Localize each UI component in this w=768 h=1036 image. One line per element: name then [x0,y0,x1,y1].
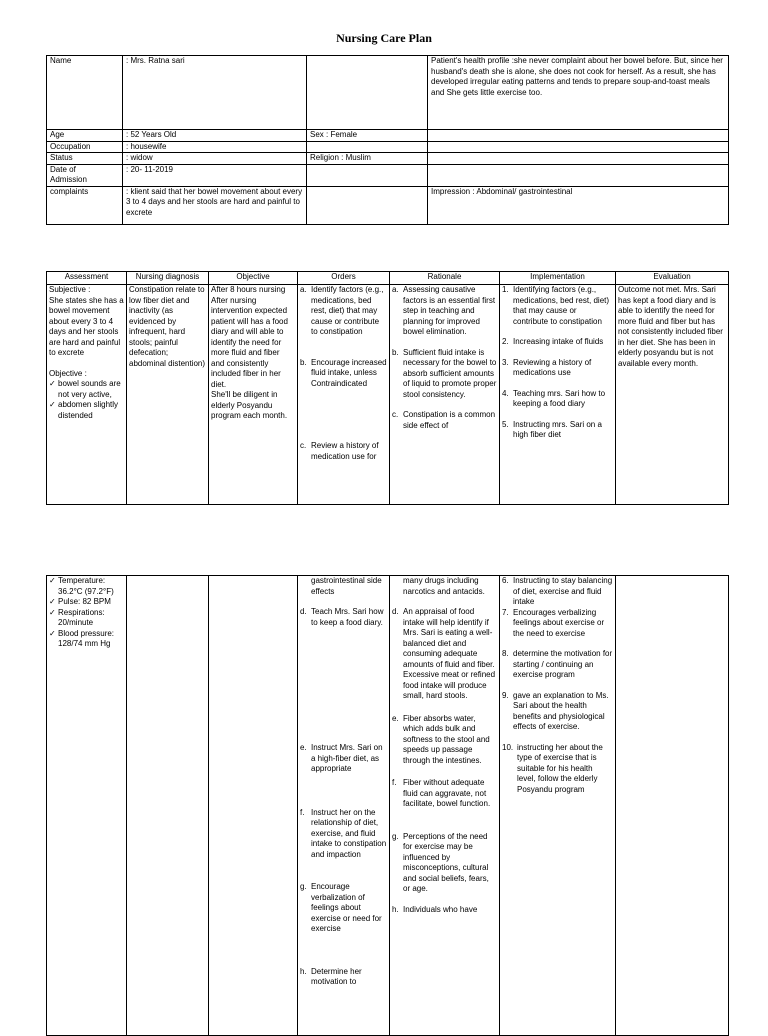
header-assessment: Assessment [47,272,127,285]
subjective-text: She states she has a bowel movement about every 3 to 4 days and her stools are hard and painful to excrete [49,295,124,357]
vital-sign: ✓ Temperature: 36.2°C (97.2°F) [49,576,124,597]
health-profile-label: Patient's health profile : [431,56,514,65]
status-label: Status [47,153,123,165]
name-label: Name [47,56,123,130]
rationale-item: c. Constipation is a common side effect of [392,410,496,430]
vital-sign: ✓ Pulse: 82 BPM [49,597,124,608]
care-plan-table [46,271,729,505]
diagnosis-cell: Constipation relate to low fiber diet and inactivity (as evidenced by infrequent, hard stools; painful defecation; abdominal distention) [127,285,209,505]
empty-cell [307,186,428,224]
patient-profile-table [46,55,729,225]
objective-finding: ✓ abdomen slightly distended [49,400,124,421]
rationale-item: g. Perceptions of the need for exercise may be influenced by misconceptions, cultural and social beliefs, fears, or age. [392,831,489,893]
order-item: h. Determine her motivation to [300,966,362,986]
rationale-item: d. An appraisal of food intake will help identify if Mrs. Sari is eating a well-balanced diet and consuming adequate amounts of fluid and fiber. Excessive meat or refined food intake will produce small, hard stools. [392,607,496,700]
occupation-value: : housewife [123,141,307,153]
health-profile [428,56,729,130]
empty-cell [307,164,428,186]
empty-cell [428,141,729,153]
rationale-item: a. Assessing causative factors is an essential first step in teaching and planning for improved bowel elimination. [392,285,496,336]
empty-cell [428,164,729,186]
complaints-label: complaints [47,186,123,224]
header-objective: Objective [209,272,298,285]
objective-line: After nursing intervention expected patient will has a food diary and will able to identify the need for more fluid and fiber and consistently included fiber in her diet. [211,295,288,389]
implementation-item: 6. Instructing to stay balancing of diet, exercise and fluid intake [502,576,613,606]
age-value: : 52 Years Old [123,130,307,142]
orders-cell-continued [298,576,390,1036]
implementation-item: 10. instructing her about the type of exercise that is suitable for his health level, follow the elderly Posyandu program [502,742,603,794]
evaluation-cell: Outcome not met. Mrs. Sari has kept a food diary and is able to identify the need for more fluid and fiber but has not consistently included fiber in her diet. She has been in elderly posyandu but is not available every month. [616,285,729,505]
sex-value: Sex : Female [307,130,428,142]
vitals-cell [47,576,127,1036]
admission-date-label-line: Admission [50,175,87,184]
subjective-label: Subjective : [49,285,91,294]
implementation-item: 2. Increasing intake of fluids [502,337,604,346]
header-implementation: Implementation [500,272,616,285]
implementation-cell [500,285,616,505]
care-plan-table-continued [46,575,729,1036]
vital-sign: ✓ Respirations: 20/minute [49,608,124,629]
rationale-item: h. Individuals who have [392,904,478,914]
evaluation-cell-continued [616,576,729,1036]
vital-sign: ✓ Blood pressure: 128/74 mm Hg [49,629,124,650]
order-item: gastrointestinal side effects [311,576,382,596]
empty-cell [307,141,428,153]
admission-date-label-line: Date of [50,164,76,174]
rationale-item: e. Fiber absorbs water, which adds bulk and softness to the stool and speeds up passage through the intestines. [392,713,490,765]
header-evaluation: Evaluation [616,272,729,285]
order-item: a. Identify factors (e.g., medications, bed rest, diet) that may cause or contribute to constipation [300,285,384,336]
objective-cell-continued [209,576,298,1036]
rationale-cell-continued [390,576,500,1036]
orders-cell [298,285,390,505]
rationale-item: many drugs including narcotics and antacids. [403,576,485,596]
header-orders: Orders [298,272,390,285]
objective-finding: ✓ bowel sounds are not very active, [49,379,124,400]
rationale-item: f. Fiber without adequate fluid can aggravate, not facilitate, bowel function. [392,778,491,808]
age-label: Age [47,130,123,142]
diagnosis-cell-continued [127,576,209,1036]
header-diagnosis: Nursing diagnosis [127,272,209,285]
impression-value: Impression : Abdominal/ gastrointestinal [428,186,729,224]
implementation-item: 1. Identifying factors (e.g., medications, bed rest, diet) that may cause or contribute to constipation [502,285,610,326]
assessment-cell [47,285,127,505]
religion-value: Religion : Muslim [307,153,428,165]
health-profile-text: she never complaint about her bowel before. But, since her husband's death she is alone, she does not cook for herself. As a result, she has developed irregular eating patterns and tends to prepare soup-and-toast meals and She gets little exercise too. [431,56,723,97]
implementation-item: 4. Teaching mrs. Sari how to keeping a food diary [502,388,606,408]
complaints-value: : klient said that her bowel movement about every 3 to 4 days and her stools are hard and painful to excrete [123,186,307,224]
implementation-item: 3. Reviewing a history of medications use [502,357,592,377]
implementation-item: 5. Instructing mrs. Sari on a high fiber diet [502,419,602,439]
empty-cell [307,56,428,130]
objective-cell [209,285,298,505]
order-item: c. Review a history of medication use for [300,441,379,461]
implementation-item: 9. gave an explanation to Ms. Sari about the health benefits and physiological effects of exercise. [502,690,609,731]
occupation-label: Occupation [47,141,123,153]
order-item: g. Encourage verbalization of feelings about exercise or need for exercise [300,882,382,933]
implementation-item: 8. determine the motivation for starting / continuing an exercise program [502,649,613,679]
implementation-item: 7. Encourages verbalizing feelings about exercise or the need to exercise [502,607,605,638]
rationale-cell [390,285,500,505]
admission-date-value: : 20- 11-2019 [123,164,307,186]
name-value: : Mrs. Ratna sari [123,56,307,130]
objective-line: After 8 hours nursing [211,285,286,294]
header-rationale: Rationale [390,272,500,285]
status-value: : widow [123,153,307,165]
objective-line: She'll be diligent in elderly Posyandu program each month. [211,390,288,420]
implementation-cell-continued [500,576,616,1036]
order-item: f. Instruct her on the relationship of diet, exercise, and fluid intake to constipation and impaction [300,807,387,859]
order-item: e. Instruct Mrs. Sari on a high-fiber diet, as appropriate [300,743,383,773]
document-title: Nursing Care Plan [336,31,432,45]
rationale-item: b. Sufficient fluid intake is necessary for the bowel to absorb sufficient amounts of liquid to promote proper stool consistency. [392,347,497,399]
order-item: d. Teach Mrs. Sari how to keep a food diary. [300,607,384,627]
empty-cell [428,130,729,142]
empty-cell [428,153,729,165]
objective-label: Objective : [49,368,87,378]
order-item: b. Encourage increased fluid intake, unless Contraindicated [300,357,387,388]
admission-date-label [47,164,123,186]
